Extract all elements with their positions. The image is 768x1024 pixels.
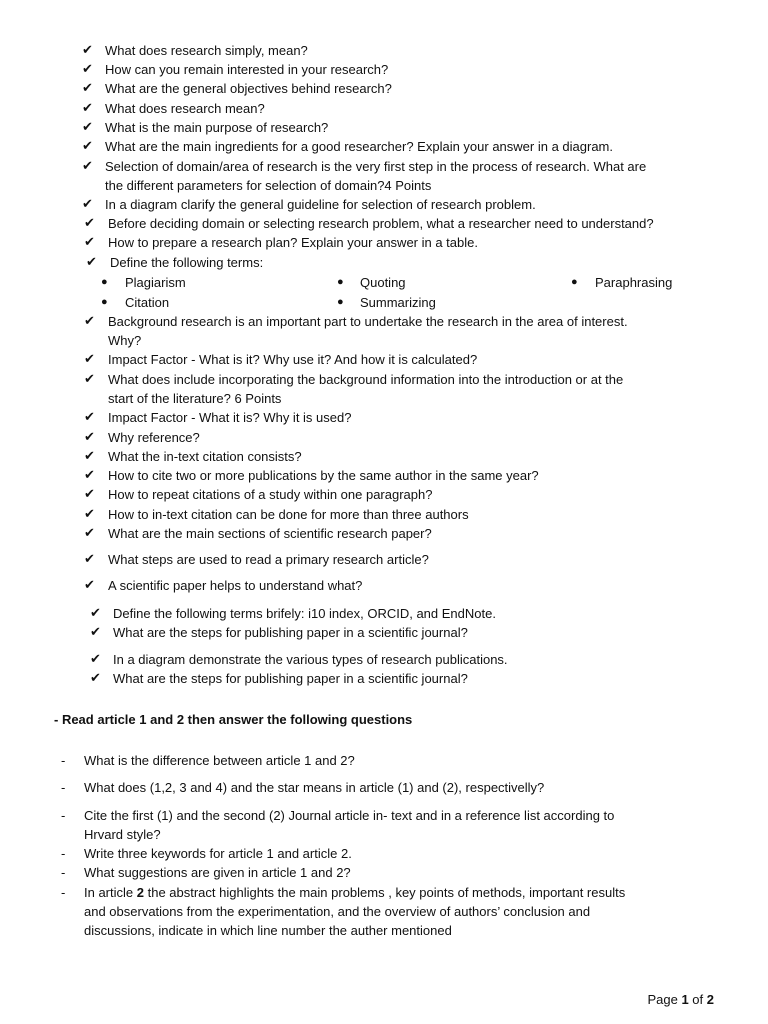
check-icon: ✔ bbox=[82, 43, 93, 58]
check-icon: ✔ bbox=[86, 255, 97, 270]
question-item: What are the general objectives behind research? bbox=[105, 81, 392, 96]
question-item: Define the following terms: bbox=[110, 255, 264, 270]
question-item: What does research mean? bbox=[105, 101, 265, 116]
question-item: How to cite two or more publications by the same author in the same year? bbox=[108, 468, 539, 483]
question-item: What steps are used to read a primary research article? bbox=[108, 552, 429, 567]
check-icon: ✔ bbox=[82, 197, 93, 212]
check-icon: ✔ bbox=[82, 159, 93, 174]
dash-marker: - bbox=[61, 753, 66, 768]
bullet-icon: ● bbox=[337, 276, 344, 288]
dash-marker: - bbox=[61, 780, 66, 795]
check-icon: ✔ bbox=[84, 468, 95, 483]
dash-marker: - bbox=[61, 846, 66, 861]
question-item: What does research simply, mean? bbox=[105, 43, 308, 58]
check-icon: ✔ bbox=[82, 62, 93, 77]
question-item: Background research is an important part to undertake the research in the area of interest. bbox=[108, 314, 628, 329]
term-item: Summarizing bbox=[360, 295, 436, 310]
check-icon: ✔ bbox=[90, 606, 101, 621]
article-question-text: In article bbox=[84, 885, 137, 900]
term-item: Quoting bbox=[360, 275, 406, 290]
dash-marker: - bbox=[61, 865, 66, 880]
bullet-icon: ● bbox=[101, 276, 108, 288]
article-question: What is the difference between article 1 and 2? bbox=[84, 753, 355, 768]
check-icon: ✔ bbox=[84, 235, 95, 250]
question-item: In a diagram clarify the general guideline for selection of research problem. bbox=[105, 197, 536, 212]
check-icon: ✔ bbox=[84, 526, 95, 541]
check-icon: ✔ bbox=[84, 410, 95, 425]
article-question: What does (1,2, 3 and 4) and the star means in article (1) and (2), respectivelly? bbox=[84, 780, 545, 795]
article-question: Write three keywords for article 1 and article 2. bbox=[84, 846, 352, 861]
question-item: How to repeat citations of a study within one paragraph? bbox=[108, 487, 433, 502]
question-item: What is the main purpose of research? bbox=[105, 120, 329, 135]
check-icon: ✔ bbox=[84, 430, 95, 445]
article-question-continued: discussions, indicate in which line number the auther mentioned bbox=[84, 923, 452, 938]
article-question-continued: Hrvard style? bbox=[84, 827, 161, 842]
question-item: Selection of domain/area of research is the very first step in the process of research. What are bbox=[105, 159, 647, 174]
term-item: Plagiarism bbox=[125, 275, 186, 290]
current-page: 1 bbox=[681, 992, 689, 1007]
term-item: Citation bbox=[125, 295, 170, 310]
check-icon: ✔ bbox=[90, 652, 101, 667]
article-question: What suggestions are given in article 1 and 2? bbox=[84, 865, 351, 880]
question-item: Impact Factor - What is it? Why use it? And how it is calculated? bbox=[108, 352, 478, 367]
question-item: In a diagram demonstrate the various types of research publications. bbox=[113, 652, 508, 667]
check-icon: ✔ bbox=[84, 552, 95, 567]
check-icon: ✔ bbox=[84, 314, 95, 329]
bullet-icon: ● bbox=[101, 296, 108, 308]
term-item: Paraphrasing bbox=[595, 275, 673, 290]
check-icon: ✔ bbox=[84, 352, 95, 367]
question-item: What are the steps for publishing paper in a scientific journal? bbox=[113, 671, 468, 686]
total-pages: 2 bbox=[706, 992, 714, 1007]
question-item: Impact Factor - What it is? Why it is used? bbox=[108, 410, 352, 425]
question-item: What are the main ingredients for a good researcher? Explain your answer in a diagram. bbox=[105, 139, 613, 154]
bullet-icon: ● bbox=[337, 296, 344, 308]
bullet-icon: ● bbox=[571, 276, 578, 288]
check-icon: ✔ bbox=[84, 372, 95, 387]
article-question-text: the abstract highlights the main problems , key points of methods, important results bbox=[143, 885, 626, 900]
article-question bbox=[84, 883, 625, 902]
article-question-continued: and observations from the experimentation, and the overview of authors’ conclusion and bbox=[84, 904, 591, 919]
question-item-continued: Why? bbox=[108, 333, 142, 348]
question-item-continued: start of the literature? 6 Points bbox=[108, 391, 282, 406]
question-item: A scientific paper helps to understand what? bbox=[108, 578, 363, 593]
dash-marker: - bbox=[61, 808, 66, 823]
check-icon: ✔ bbox=[82, 139, 93, 154]
question-item: How to in-text citation can be done for more than three authors bbox=[108, 507, 469, 522]
page-label: Page bbox=[647, 992, 682, 1007]
question-item: What the in-text citation consists? bbox=[108, 449, 302, 464]
check-icon: ✔ bbox=[84, 507, 95, 522]
check-icon: ✔ bbox=[90, 625, 101, 640]
page-number bbox=[647, 991, 714, 1009]
question-item: Define the following terms brifely: i10 index, ORCID, and EndNote. bbox=[113, 606, 496, 621]
question-item: Before deciding domain or selecting research problem, what a researcher need to understand? bbox=[108, 216, 654, 231]
question-item: How to prepare a research plan? Explain your answer in a table. bbox=[108, 235, 478, 250]
question-item-continued: the different parameters for selection of domain?4 Points bbox=[105, 178, 432, 193]
check-icon: ✔ bbox=[82, 120, 93, 135]
of-label: of bbox=[688, 992, 707, 1007]
article-question: Cite the first (1) and the second (2) Journal article in- text and in a reference list according to bbox=[84, 808, 615, 823]
check-icon: ✔ bbox=[82, 101, 93, 116]
dash-marker: - bbox=[61, 885, 66, 900]
check-icon: ✔ bbox=[84, 487, 95, 502]
question-item: What does include incorporating the background information into the introduction or at the bbox=[108, 372, 624, 387]
question-item: Why reference? bbox=[108, 430, 200, 445]
question-item: What are the main sections of scientific research paper? bbox=[108, 526, 432, 541]
section-heading: - Read article 1 and 2 then answer the following questions bbox=[54, 712, 413, 727]
check-icon: ✔ bbox=[84, 578, 95, 593]
article-number-bold: 2 bbox=[136, 885, 144, 900]
check-icon: ✔ bbox=[90, 671, 101, 686]
question-item: How can you remain interested in your research? bbox=[105, 62, 389, 77]
check-icon: ✔ bbox=[84, 216, 95, 231]
check-icon: ✔ bbox=[82, 81, 93, 96]
check-icon: ✔ bbox=[84, 449, 95, 464]
question-item: What are the steps for publishing paper in a scientific journal? bbox=[113, 625, 468, 640]
